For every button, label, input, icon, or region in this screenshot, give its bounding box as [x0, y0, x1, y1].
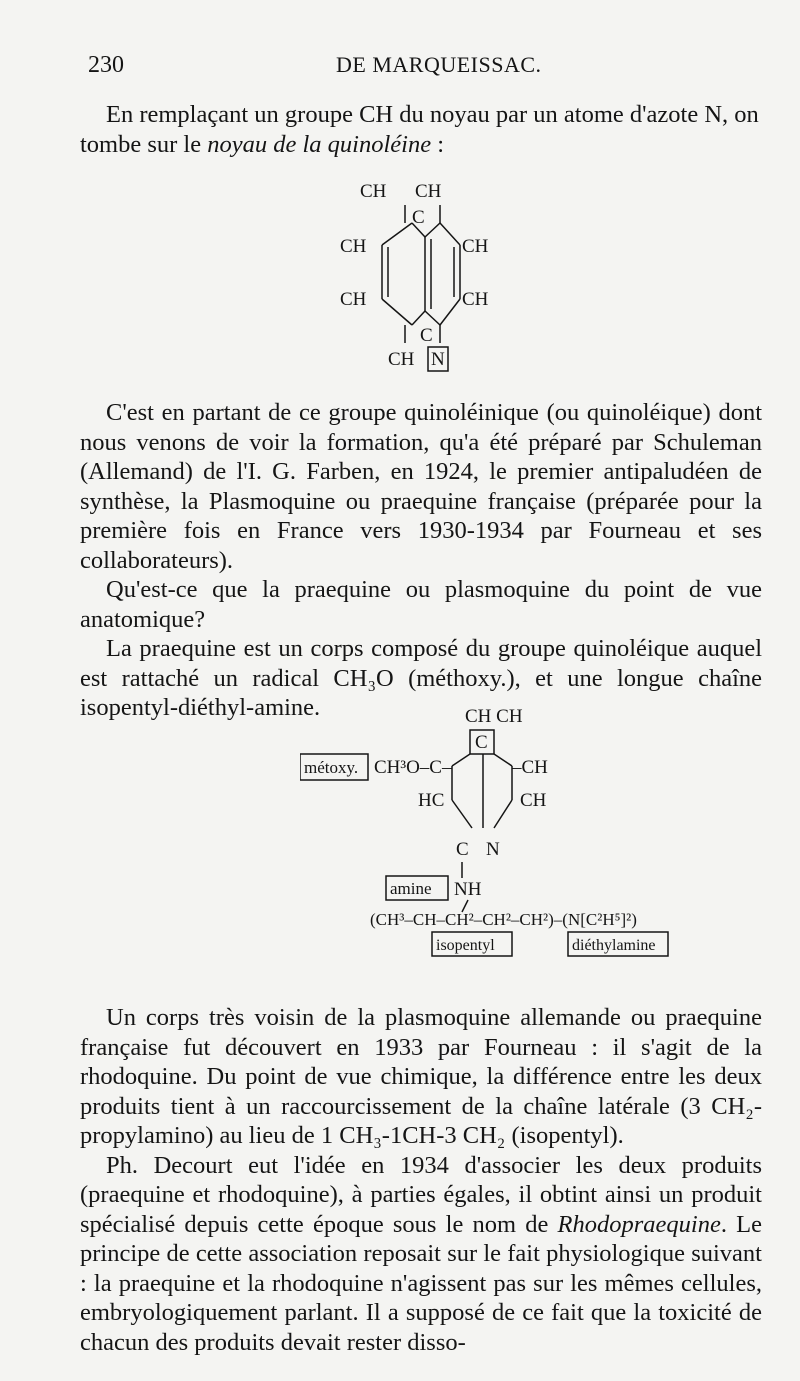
body-text-upper: [80, 398, 762, 723]
paragraph-4: Un corps très voisin de la plasmoquine allemande ou praequine française fut découvert en 1933 par Fourneau : il s'agit de la rhodoquine. Du point de vue chimique, la différence entre les deux produits tient à un raccourcissement de la chaîne latérale (3 CH₂-propylamino) au lieu de 1 CH₃-1CH-3 CH₂ (isopentyl).: [80, 1004, 762, 1149]
formula2-bottom-n: N: [486, 839, 500, 860]
formula-left-upper: CH: [340, 236, 367, 257]
metoxy-box: métoxy.: [304, 758, 359, 777]
paragraph-1: C'est en partant de ce groupe quinoléinique (ou quinoléique) dont nous venons de voir la formation, qu'a été préparé par Schuleman (Allemand) de l'I. G. Farben, en 1924, le premier antipaludéen de synthèse, la Plasmoquine ou praequine française (préparée pour la première fois en France vers 1930-1934 par Fourneau et ses collaborateurs).: [80, 399, 762, 574]
formula-bottom-ch: CH: [388, 349, 415, 370]
page-number: 230: [88, 52, 124, 78]
intro-line-2: tombe sur le noyau de la quinoléine :: [80, 130, 445, 158]
formula-bottom-c: C: [420, 325, 433, 346]
paragraph-2: Qu'est-ce que la praequine ou plasmoquine du point de vue anatomique?: [80, 576, 762, 633]
formula2-ch3o: CH³O–C–: [374, 757, 452, 778]
body-text-lower: [80, 1003, 762, 1357]
formula-right-lower: CH: [462, 289, 489, 310]
intro-paragraph: [80, 100, 762, 159]
formula-top-ch-1: CH: [360, 181, 387, 202]
formula-top-c: C: [412, 207, 425, 228]
formula2-hc: HC: [418, 790, 445, 811]
diethylamine-box: diéthylamine: [572, 937, 656, 954]
paragraph-3: La praequine est un corps composé du groupe quinoléique auquel est rattaché un radical CH₃O (méthoxy.), et une longue chaîne isopentyl-diéthyl-amine.: [80, 635, 762, 721]
formula-top-ch-2: CH: [415, 181, 442, 202]
amine-box: amine: [390, 879, 432, 898]
formula-bottom-n: N: [431, 349, 445, 370]
formula2-right-lower: CH: [520, 790, 547, 811]
formula-left-lower: CH: [340, 289, 367, 310]
intro-line-1: En remplaçant un groupe CH du noyau par un atome d'azote N, on: [106, 101, 759, 128]
plasmoquine-formula: [300, 700, 700, 980]
formula2-bottom-c: C: [456, 839, 469, 860]
formula2-top-chch: CH CH: [465, 706, 523, 727]
formula2-nh: NH: [454, 879, 482, 900]
formula2-chain: (CH³–CH–CH²–CH²–CH²)–(N[C²H⁵]²): [370, 910, 637, 929]
isopentyl-box: isopentyl: [436, 937, 495, 954]
quinoline-term: noyau de la quinoléine: [207, 130, 432, 158]
formula-right-upper: CH: [462, 236, 489, 257]
running-head: DE MARQUEISSAC.: [336, 52, 542, 77]
page-header: [88, 52, 768, 82]
quinoline-formula: [300, 175, 520, 375]
rhodopraequine-term: Rhodopraequine: [557, 1210, 721, 1238]
formula2-top-c: C: [475, 732, 488, 753]
paragraph-5: Ph. Decourt eut l'idée en 1934 d'associer les deux produits (praequine et rhodoquine), à parties égales, il obtint ainsi un produit spécialisé depuis cette époque sous le nom de Rhodopraequine. Le principe de cette association reposait sur le fait physiologique suivant : la praequine et la rhodoquine n'agissent pas sur les mêmes cellules, embryologiquement parlant. Il a supposé de ce fait que la toxicité de chacun des produits devait rester disso-: [80, 1151, 763, 1356]
formula2-right-upper: –CH: [512, 757, 548, 778]
